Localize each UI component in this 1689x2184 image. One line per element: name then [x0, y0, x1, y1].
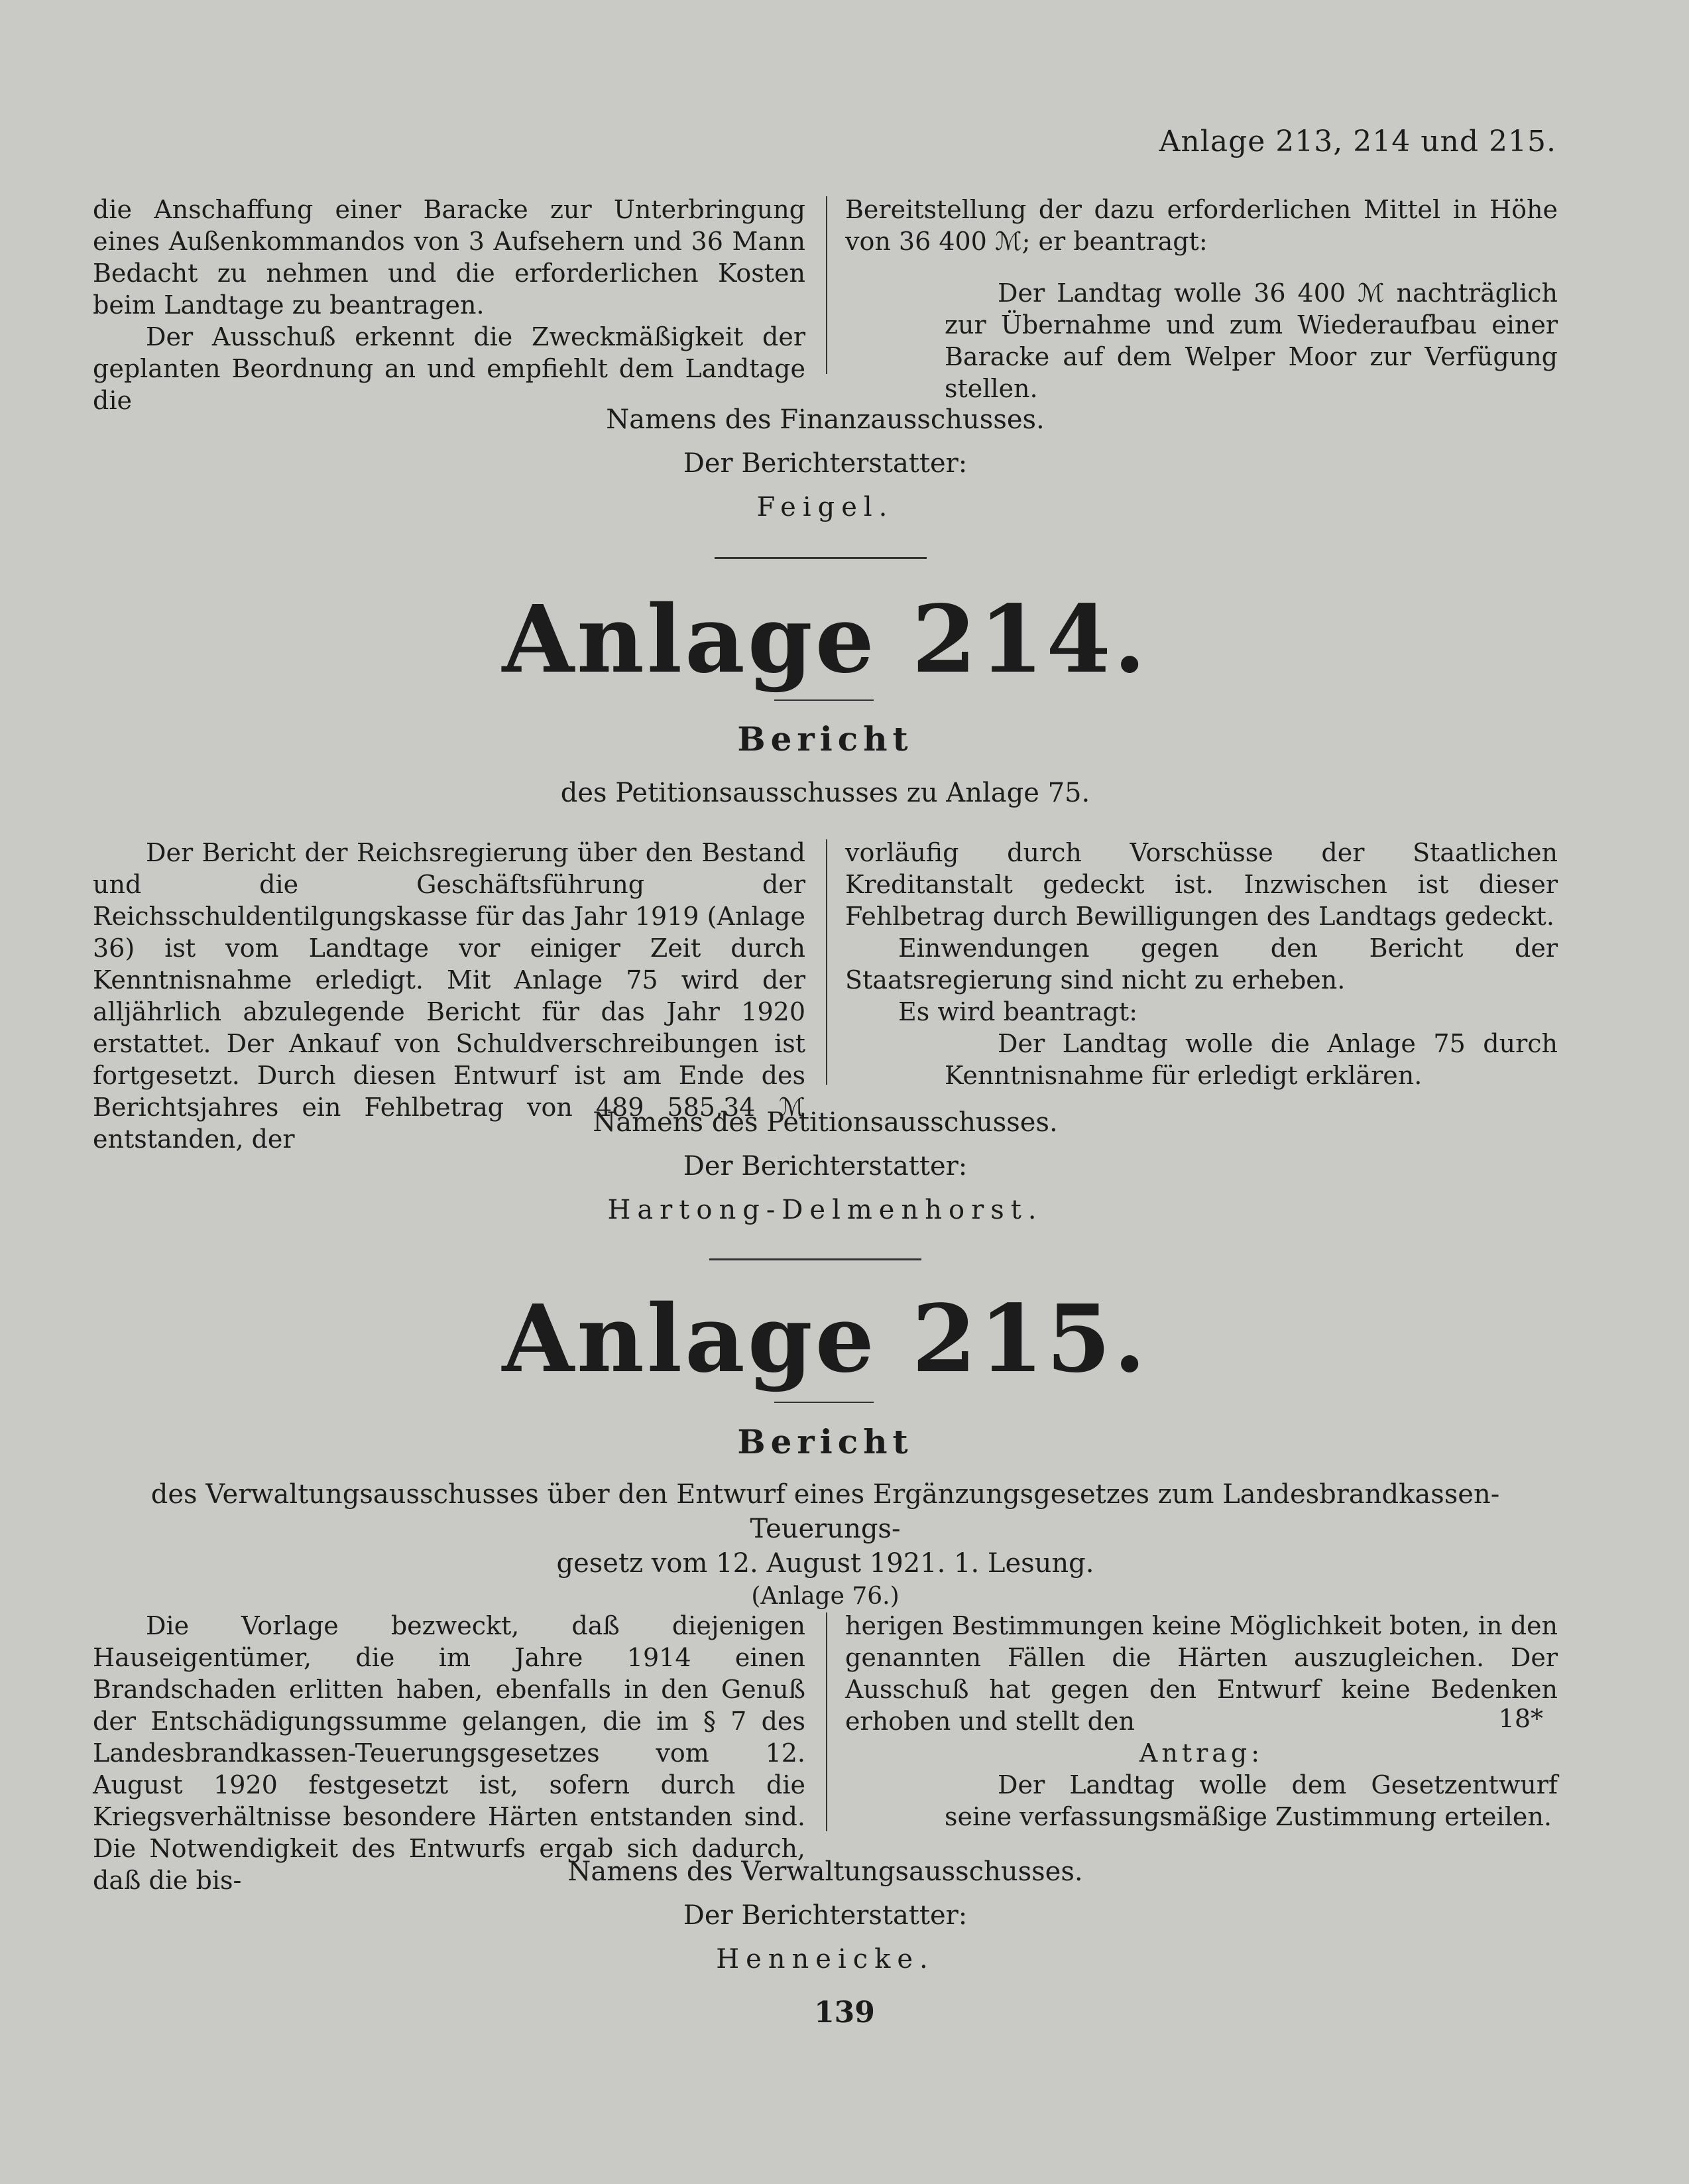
- motion-heading: Antrag:: [1139, 1738, 1264, 1768]
- column-divider: [826, 1612, 827, 1831]
- report-subheading-215: [93, 1477, 1558, 1612]
- motion-text: Der Landtag wolle 36 400 ℳ nachträglich zur Übernahme und zum Wiederaufbau einer Baracke auf dem Welper Moor zur Verfügung stellen.: [945, 278, 1558, 403]
- report-heading-215: Bericht: [737, 1422, 913, 1461]
- paragraph: die Anschaffung einer Baracke zur Unterbringung eines Außenkommandos von 3 Aufsehern und 36 Mann Bedacht zu nehmen und die erforderlichen Kosten beim Landtage zu beantragen.: [93, 195, 805, 320]
- motion-text: Der Landtag wolle die Anlage 75 durch Kenntnisnahme für erledigt erklären.: [945, 1029, 1558, 1090]
- signature-block-213: [93, 398, 1558, 529]
- reporter-label: Der Berichterstatter:: [683, 448, 968, 479]
- anlage-215-title: Anlage 215.: [502, 1285, 1149, 1394]
- page-number: 139: [814, 1996, 875, 2030]
- paragraph: Die Vorlage bezweckt, daß diejenigen Hauseigentümer, die im Jahre 1914 einen Brandschaden erlitten haben, ebenfalls in den Genuß der Entschädigungssumme gelangen, die im § 7 des Landesbrandkassen-Teuerungsgesetzes vom 12. August 1920 festgesetzt ist, sofern durch die Kriegsverhältnisse besondere Härten entstanden sind. Die Notwendigkeit des Entwurfs ergab sich dadurch, daß die bis-: [93, 1611, 805, 1895]
- subheading-line-2: gesetz vom 12. August 1921. 1. Lesung.: [556, 1548, 1094, 1579]
- motion-text: Der Landtag wolle dem Gesetzentwurf seine verfassungsmäßige Zustimmung erteilen.: [945, 1770, 1558, 1831]
- reporter-label: Der Berichterstatter:: [683, 1151, 968, 1182]
- running-head: Anlage 213, 214 und 215.: [1159, 125, 1556, 158]
- reporter-label: Der Berichterstatter:: [683, 1900, 968, 1931]
- paragraph: Der Bericht der Reichsregierung über den Bestand und die Geschäftsführung der Reichsschuldentilgungskasse für das Jahr 1919 (Anlage 36) ist vom Landtage vor einiger Zeit durch Kenntnisnahme erledigt. Mit Anlage 75 wird der alljährlich abzulegende Bericht für das Jahr 1920 erstattet. Der Ankauf von Schuldverschreibungen ist fortgesetzt. Durch diesen Entwurf ist am Ende des Berichtsjahres ein Fehlbetrag von 489 585,34 ℳ entstanden, der: [93, 838, 805, 1154]
- anlage-213-continuation: [93, 194, 1558, 416]
- signature-block-215: [93, 1850, 1558, 1981]
- separator-rule: [715, 557, 927, 559]
- reporter-name: Hartong-Delmenhorst.: [607, 1195, 1043, 1225]
- signature-block-214: [93, 1101, 1558, 1232]
- reference-note: (Anlage 76.): [751, 1583, 900, 1610]
- title-rule: [774, 1402, 874, 1403]
- subheading-line-1: des Verwaltungsausschusses über den Entwurf eines Ergänzungsgesetzes zum Landesbrandkassen-Teuerungs-: [150, 1479, 1500, 1544]
- paragraph: vorläufig durch Vorschüsse der Staatlichen Kreditanstalt gedeckt ist. Inzwischen ist dieser Fehlbetrag durch Bewilligungen des Landtags gedeckt.: [845, 838, 1558, 931]
- right-column: [845, 194, 1558, 416]
- paragraph: Einwendungen gegen den Bericht der Staatsregierung sind nicht zu erheben.: [845, 934, 1558, 995]
- sheet-signature-mark: 18*: [1498, 1704, 1543, 1733]
- title-rule: [774, 699, 874, 701]
- column-divider: [826, 196, 827, 374]
- committee-name: Namens des Finanzausschusses.: [606, 404, 1045, 435]
- paragraph: herigen Bestimmungen keine Möglichkeit boten, in den genannten Fällen die Härten auszugleichen. Der Ausschuß hat gegen den Entwurf keine Bedenken erhoben und stellt den: [845, 1611, 1558, 1736]
- reporter-name: Feigel.: [756, 492, 894, 522]
- paragraph: Es wird beantragt:: [898, 997, 1137, 1026]
- paragraph: Bereitstellung der dazu erforderlichen Mittel in Höhe von 36 400 ℳ; er beantragt:: [845, 195, 1558, 256]
- left-column: [93, 194, 805, 416]
- separator-rule: [709, 1258, 921, 1260]
- anlage-214-title: Anlage 214.: [502, 585, 1149, 694]
- report-subheading-214: des Petitionsausschusses zu Anlage 75.: [560, 778, 1090, 808]
- reporter-name: Henneicke.: [716, 1944, 935, 1974]
- two-column-text: [93, 194, 1558, 416]
- column-divider: [826, 839, 827, 1085]
- committee-name: Namens des Verwaltungsausschusses.: [567, 1856, 1083, 1887]
- committee-name: Namens des Petitionsausschusses.: [593, 1107, 1058, 1138]
- report-heading-214: Bericht: [737, 719, 913, 758]
- paragraph: Der Ausschuß erkennt die Zweckmäßigkeit der geplanten Beordnung an und empfiehlt dem Landtage die: [93, 322, 805, 415]
